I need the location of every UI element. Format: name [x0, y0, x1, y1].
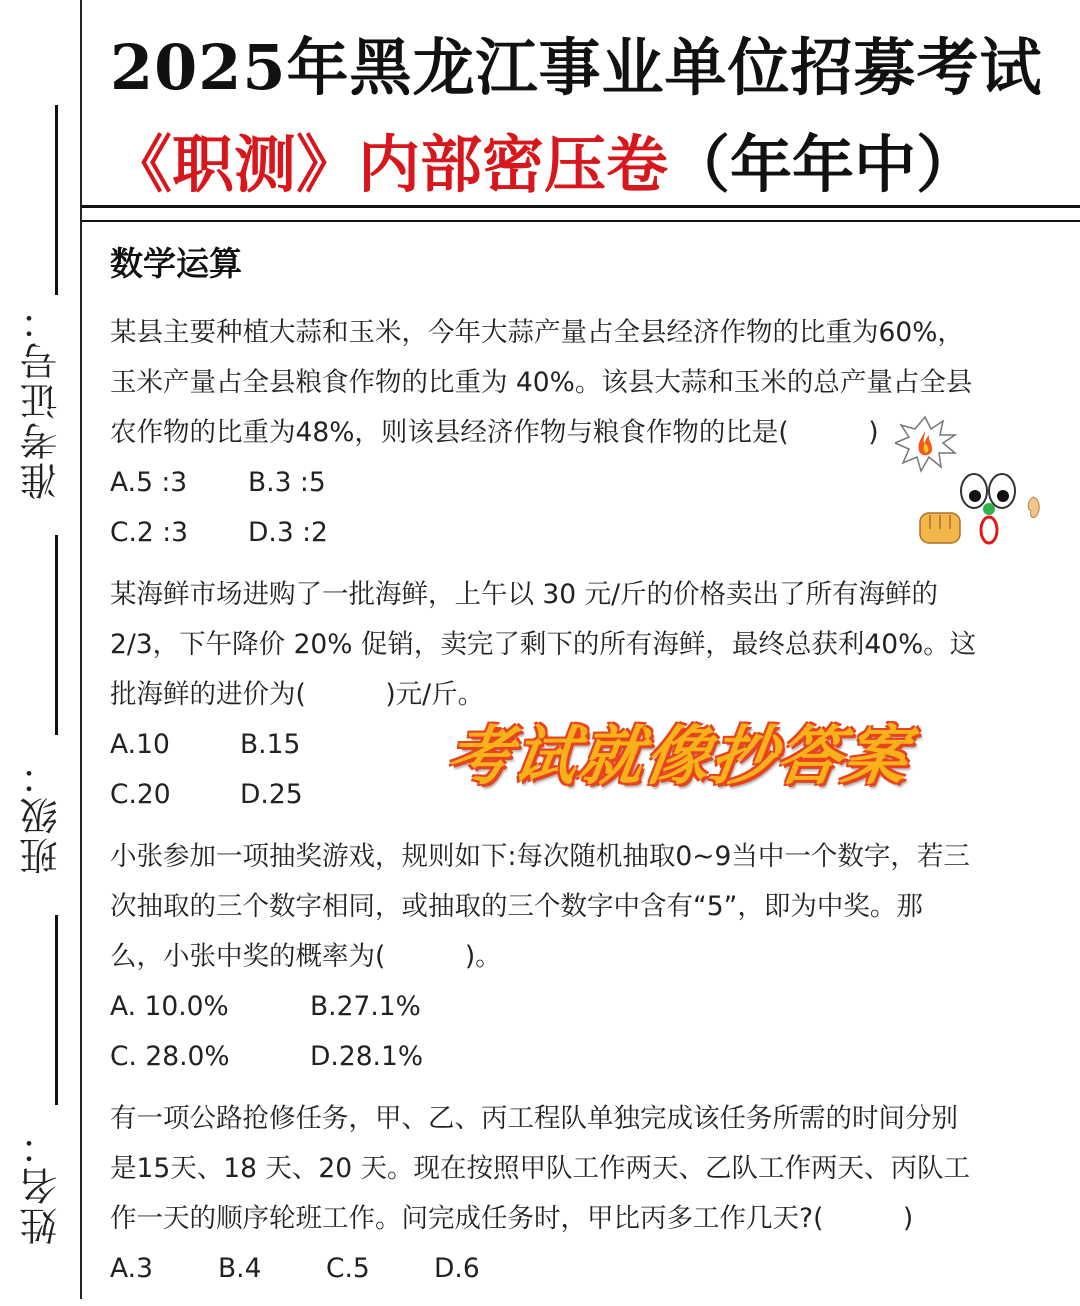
question-4 — [110, 1094, 1060, 1294]
option-b: B.3 :5 — [248, 467, 326, 498]
question-line: 是15天、18 天、20 天。现在按照甲队工作两天、乙队工作两天、丙队工 — [110, 1153, 971, 1184]
option-a: A. 10.0% — [110, 991, 229, 1022]
question-line: 么，小张中奖的概率为( )。 — [110, 941, 502, 972]
section-title: 数学运算 — [110, 244, 242, 283]
question-line: 某县主要种植大蒜和玉米，今年大蒜产量占全县经济作物的比重为60%， — [110, 317, 964, 348]
question-line: 作一天的顺序轮班工作。问完成任务时，甲比丙多工作几天?( ) — [110, 1203, 914, 1234]
option-c: C.5 — [326, 1253, 370, 1284]
question-line: 某海鲜市场进购了一批海鲜，上午以 30 元/斤的价格卖出了所有海鲜的 — [110, 579, 938, 610]
fire-icon — [895, 417, 955, 471]
option-c: C.2 :3 — [110, 517, 188, 548]
exam-subtitle — [110, 115, 1070, 204]
name-label: 姓名： — [20, 1125, 64, 1245]
option-d: D.25 — [240, 779, 303, 810]
sticker-group — [895, 415, 1045, 550]
id-number-label: 准考证号： — [20, 300, 64, 500]
id-number-line — [55, 105, 58, 295]
question-line: 批海鲜的进价为( )元/斤。 — [110, 679, 485, 710]
eyes-icon — [961, 474, 1015, 543]
fist-icon — [920, 513, 960, 543]
question-line: 小张参加一项抽奖游戏，规则如下:每次随机抽取0~9当中一个数字，若三 — [110, 841, 970, 872]
subtitle-red: 《职测》内部密压卷 — [110, 128, 669, 201]
options — [110, 982, 1060, 1082]
option-c: C.20 — [110, 779, 171, 810]
option-b: B.15 — [240, 729, 301, 760]
header-rule-top — [82, 205, 1080, 208]
question-3 — [110, 832, 1060, 1082]
option-b: B.4 — [218, 1253, 262, 1284]
option-d: D.28.1% — [310, 1041, 424, 1072]
header-rule-bottom — [82, 220, 1080, 222]
ear-icon — [1028, 497, 1039, 518]
name-line — [55, 915, 58, 1105]
option-a: A.3 — [110, 1253, 153, 1284]
margin-divider — [80, 0, 82, 1299]
option-c: C. 28.0% — [110, 1041, 230, 1072]
question-text — [110, 832, 1060, 982]
subtitle-black: （年年中） — [668, 128, 979, 201]
question-line: 次抽取的三个数字相同，或抽取的三个数字中含有“5”，即为中奖。那 — [110, 891, 923, 922]
option-d: D.6 — [434, 1253, 480, 1284]
option-d: D.3 :2 — [248, 517, 328, 548]
question-line: 有一项公路抢修任务，甲、乙、丙工程队单独完成该任务所需的时间分别 — [110, 1103, 958, 1134]
exam-title: 2025年黑龙江事业单位招募考试 — [110, 31, 1043, 104]
class-line — [55, 535, 58, 735]
options — [110, 1244, 1060, 1294]
question-text — [110, 570, 1060, 720]
option-a: A.10 — [110, 729, 170, 760]
class-label: 班级： — [20, 755, 64, 875]
option-b: B.27.1% — [310, 991, 421, 1022]
promo-stamp: 考试就像抄答案 — [441, 720, 915, 794]
question-line: 玉米产量占全县粮食作物的比重为 40%。该县大蒜和玉米的总产量占全县 — [110, 367, 973, 398]
left-margin-strip — [0, 0, 82, 1299]
option-a: A.5 :3 — [110, 467, 188, 498]
question-line: 2/3，下午降价 20% 促销，卖完了剩下的所有海鲜，最终总获利40%。这 — [110, 629, 977, 660]
question-line: 农作物的比重为48%，则该县经济作物与粮食作物的比是( ) — [110, 417, 879, 448]
question-text — [110, 1094, 1060, 1244]
